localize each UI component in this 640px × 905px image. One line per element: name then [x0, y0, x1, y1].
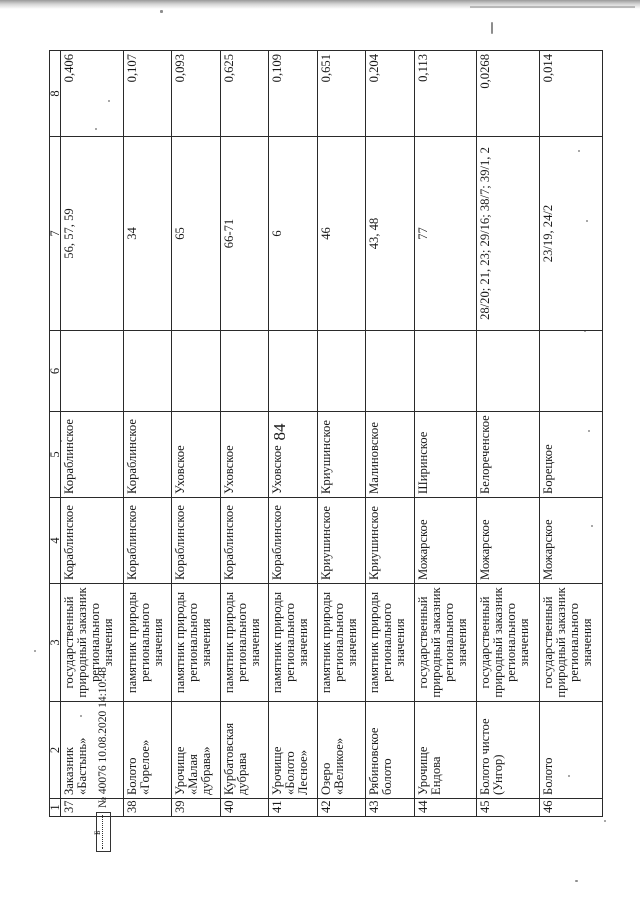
- table-row: [123, 51, 171, 817]
- table-row: [172, 51, 220, 817]
- object-name: Заказник «Бастынь»: [61, 702, 124, 799]
- forestry-subdistrict: Кораблинское: [123, 412, 171, 498]
- column-number: 6: [50, 331, 61, 412]
- column-number: 3: [50, 584, 61, 702]
- object-category: памятник природы регионального значения: [317, 584, 365, 702]
- table-row: [414, 51, 477, 817]
- object-category: государственный природный заказник регионального значения: [540, 584, 603, 702]
- table-row: [269, 51, 317, 817]
- scan-edge: [0, 0, 640, 9]
- area-value: 0,014: [540, 51, 603, 137]
- empty-cell: [61, 331, 124, 412]
- table-row: [477, 51, 540, 817]
- column-number: 4: [50, 498, 61, 584]
- quarter-numbers: 56, 57, 59: [61, 137, 124, 331]
- forestry-subdistrict: Ширинское: [414, 412, 477, 498]
- empty-cell: [540, 331, 603, 412]
- forestry-district: Кораблинское: [61, 498, 124, 584]
- row-number: 46: [540, 799, 603, 817]
- forestry-subdistrict: Уховское: [269, 412, 317, 498]
- forestry-district: Кораблинское: [123, 498, 171, 584]
- forestry-district: Кораблинское: [220, 498, 268, 584]
- object-category: государственный природный заказник регионального значения: [414, 584, 477, 702]
- forestry-district: Можарское: [414, 498, 477, 584]
- area-value: 0,406: [61, 51, 124, 137]
- object-name: Рябиновское болото: [366, 702, 414, 799]
- table-row: [366, 51, 414, 817]
- empty-cell: [414, 331, 477, 412]
- row-number: 41: [269, 799, 317, 817]
- area-value: 0,204: [366, 51, 414, 137]
- document-footer: [93, 666, 113, 852]
- forestry-subdistrict: Криушинское: [317, 412, 365, 498]
- object-name: Урочище «Болото Лесное»: [269, 702, 317, 799]
- area-value: 0,093: [172, 51, 220, 137]
- area-value: 0,0268: [477, 51, 540, 137]
- document-number: № 40076 10.08.2020 14:10:48: [97, 667, 109, 808]
- object-name: Болото: [540, 702, 603, 799]
- column-number: 8: [50, 51, 61, 137]
- forestry-subdistrict: Уховское: [220, 412, 268, 498]
- quarter-numbers: 43, 48: [366, 137, 414, 331]
- forestry-district: Можарское: [540, 498, 603, 584]
- scan-speck: [34, 650, 36, 652]
- column-number: 5: [50, 412, 61, 498]
- empty-cell: [220, 331, 268, 412]
- object-category: государственный природный заказник регионального значения: [61, 584, 124, 702]
- table-row: [540, 51, 603, 817]
- forestry-district: Криушинское: [317, 498, 365, 584]
- empty-cell: [123, 331, 171, 412]
- forestry-district: Кораблинское: [269, 498, 317, 584]
- empty-cell: [172, 331, 220, 412]
- column-number-row: [50, 51, 61, 817]
- area-value: 0,109: [269, 51, 317, 137]
- object-name: Озеро «Великое»: [317, 702, 365, 799]
- area-value: 0,625: [220, 51, 268, 137]
- scan-speck: [575, 880, 578, 882]
- row-number: 45: [477, 799, 540, 817]
- object-category: памятник природы регионального значения: [269, 584, 317, 702]
- row-number: 38: [123, 799, 171, 817]
- forestry-district: Криушинское: [366, 498, 414, 584]
- stamp-letter: Б: [92, 830, 102, 835]
- column-number: 1: [50, 799, 61, 817]
- forestry-district: Кораблинское: [172, 498, 220, 584]
- object-category: государственный природный заказник регионального значения: [477, 584, 540, 702]
- table-row: [61, 51, 124, 817]
- quarter-numbers: 65: [172, 137, 220, 331]
- scan-speck: [160, 10, 163, 13]
- empty-cell: [317, 331, 365, 412]
- row-number: 39: [172, 799, 220, 817]
- quarter-numbers: 66-71: [220, 137, 268, 331]
- forestry-subdistrict: Малиновское: [366, 412, 414, 498]
- empty-cell: [269, 331, 317, 412]
- row-number: 37: [61, 799, 124, 817]
- empty-cell: [366, 331, 414, 412]
- scan-speck: [604, 820, 606, 822]
- row-number: 43: [366, 799, 414, 817]
- scan-speck: [491, 22, 493, 34]
- forestry-district: Можарское: [477, 498, 540, 584]
- object-category: памятник природы регионального значения: [220, 584, 268, 702]
- forestry-subdistrict: Борецкое: [540, 412, 603, 498]
- table-row: [220, 51, 268, 817]
- quarter-numbers: 34: [123, 137, 171, 331]
- column-number: 7: [50, 137, 61, 331]
- row-number: 40: [220, 799, 268, 817]
- forestry-subdistrict: Кораблинское: [61, 412, 124, 498]
- object-name: Болото «Горелое»: [123, 702, 171, 799]
- area-value: 0,651: [317, 51, 365, 137]
- object-category: памятник природы регионального значения: [366, 584, 414, 702]
- column-number: 2: [50, 702, 61, 799]
- table-row: [317, 51, 365, 817]
- object-name: Курбатовская дубрава: [220, 702, 268, 799]
- page-number: 84: [270, 423, 289, 441]
- empty-cell: [477, 331, 540, 412]
- object-category: памятник природы регионального значения: [123, 584, 171, 702]
- area-value: 0,113: [414, 51, 477, 137]
- barcode-stamp: [92, 812, 111, 852]
- row-number: 44: [414, 799, 477, 817]
- object-name: Урочище Ендова: [414, 702, 477, 799]
- quarter-numbers: 28/20; 21, 23; 29/16; 38/7; 39/1, 2: [477, 137, 540, 331]
- area-value: 0,107: [123, 51, 171, 137]
- quarter-numbers: 77: [414, 137, 477, 331]
- protected-areas-table: [49, 50, 603, 817]
- quarter-numbers: 46: [317, 137, 365, 331]
- quarter-numbers: 6: [269, 137, 317, 331]
- forestry-subdistrict: Уховское: [172, 412, 220, 498]
- forestry-subdistrict: Белореченское: [477, 412, 540, 498]
- object-name: Урочище «Малая дубрава»: [172, 702, 220, 799]
- quarter-numbers: 23/19, 24/2: [540, 137, 603, 331]
- object-category: памятник природы регионального значения: [172, 584, 220, 702]
- row-number: 42: [317, 799, 365, 817]
- rotated-table-container: [49, 51, 603, 817]
- object-name: Болото чистое (Унгор): [477, 702, 540, 799]
